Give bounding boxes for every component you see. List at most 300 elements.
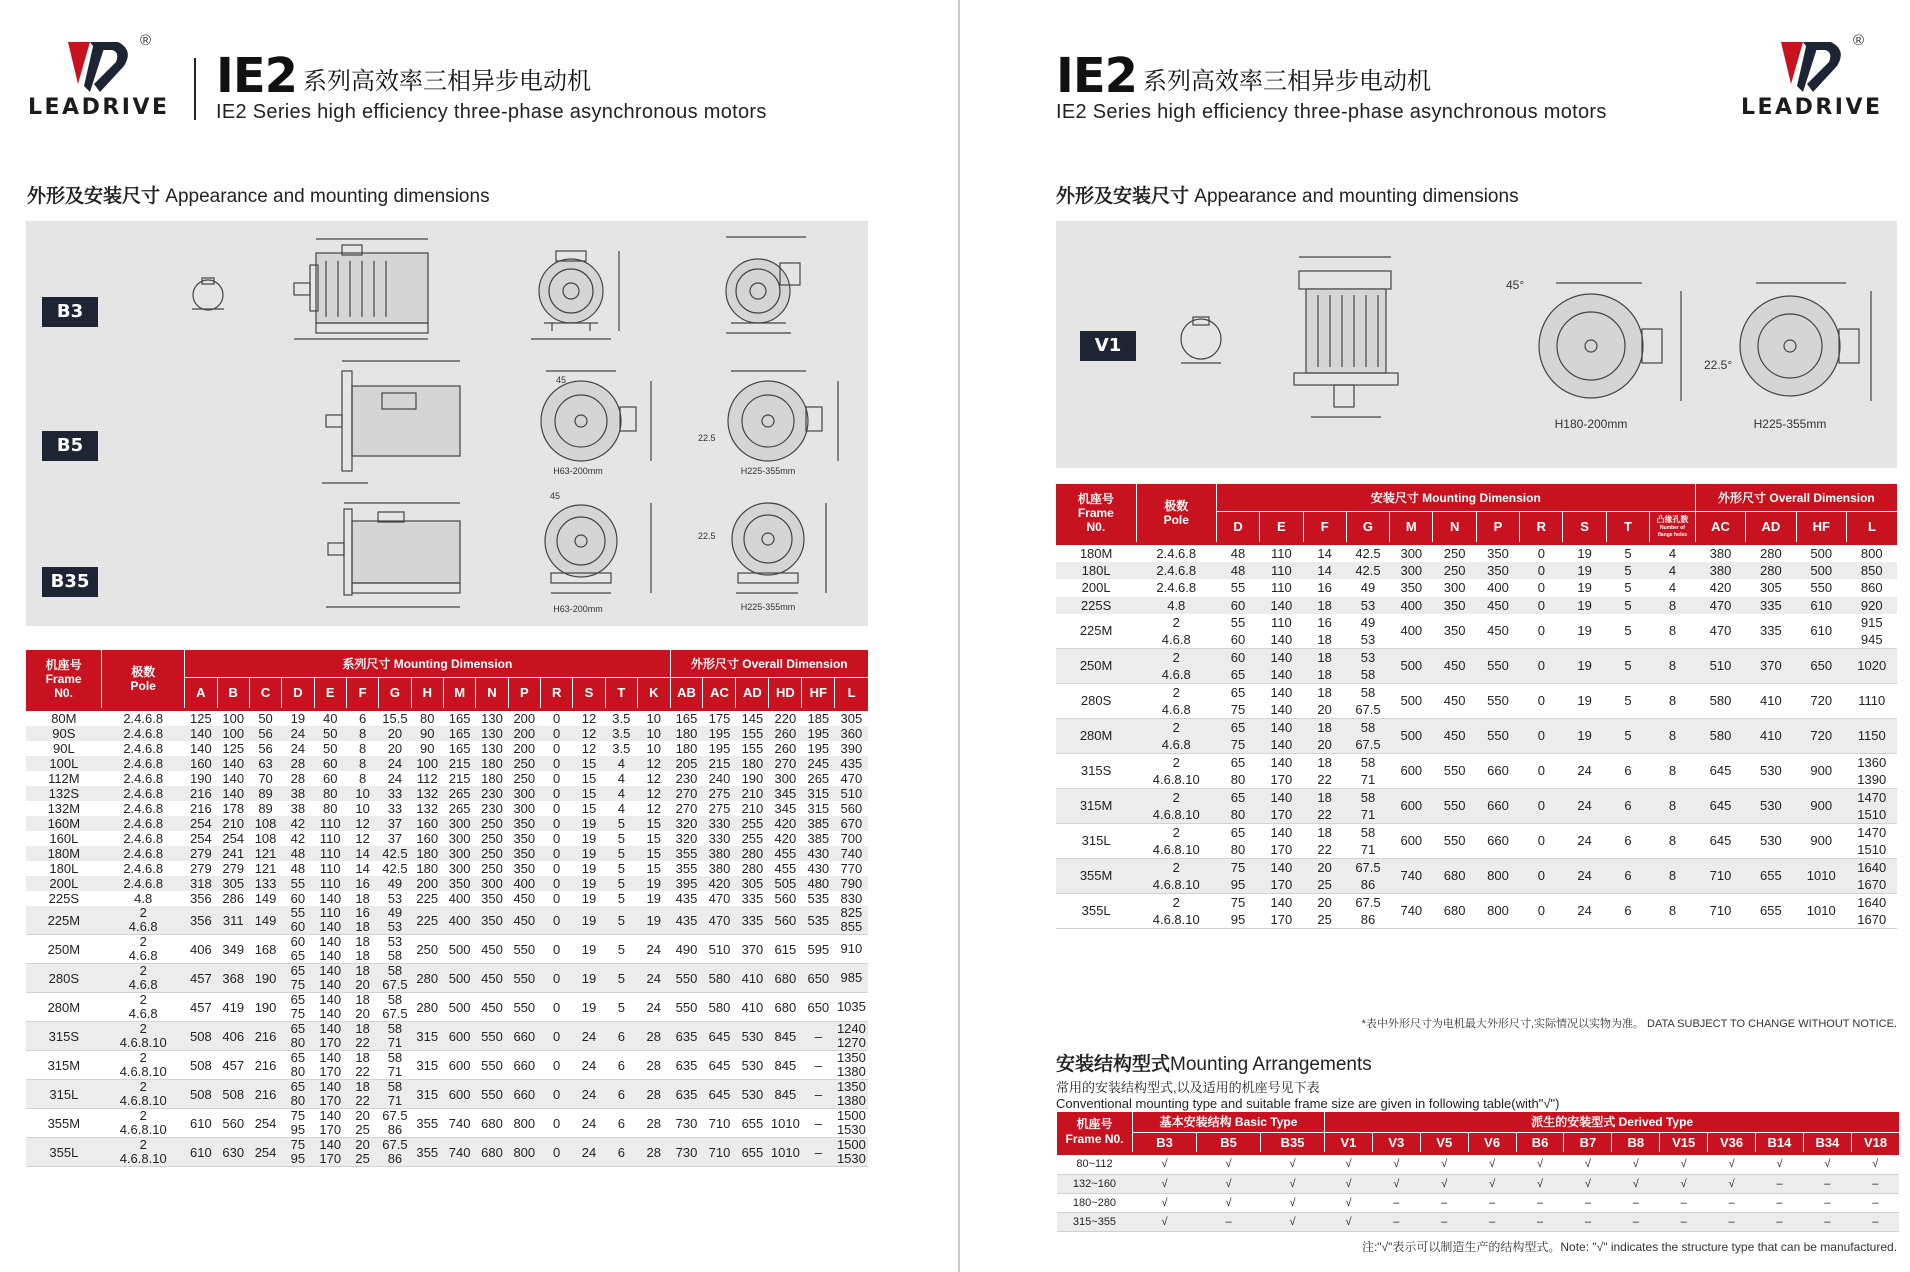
cell-line: 4.8 bbox=[1167, 597, 1186, 613]
cell-line: 55 bbox=[1230, 580, 1246, 596]
cell-frame: 180M bbox=[26, 846, 102, 861]
cell-line: 22 bbox=[1317, 771, 1332, 787]
cell-N: 300 bbox=[476, 876, 508, 891]
mount-cell-mark: √ bbox=[1197, 1174, 1261, 1193]
cell-D bbox=[1216, 858, 1259, 893]
cell-AB: 270 bbox=[670, 786, 703, 801]
overall-dimension-header: 外形尺寸 Overall Dimension bbox=[1695, 484, 1897, 511]
cell-line: 18 bbox=[1317, 666, 1332, 682]
cell-T: 6 bbox=[605, 1022, 637, 1051]
cell-line: 12 bbox=[355, 816, 370, 831]
cell-P: 800 bbox=[1476, 858, 1519, 893]
cell-S: 19 bbox=[581, 861, 597, 876]
cell-D bbox=[282, 906, 314, 935]
cell-N: 550 bbox=[476, 1080, 508, 1109]
cell-S: 19 bbox=[1563, 648, 1606, 683]
mount-cell-mark: √ bbox=[1133, 1155, 1197, 1174]
cell-line: 80 bbox=[323, 801, 338, 816]
cell-flange-holes: 8 bbox=[1650, 893, 1696, 928]
table-row bbox=[26, 741, 868, 756]
cell-line: 18 bbox=[1317, 631, 1332, 647]
cell-line: 80 bbox=[323, 786, 338, 801]
v1-side-view-drawing bbox=[1294, 257, 1398, 417]
mount-cell-mark: √ bbox=[1803, 1155, 1851, 1174]
cell-C: 254 bbox=[249, 1138, 281, 1167]
cell-AC: 510 bbox=[703, 935, 736, 964]
cell-line: 25 bbox=[1317, 876, 1332, 892]
cell-G bbox=[379, 891, 411, 906]
cell-G bbox=[379, 711, 411, 726]
cell-line: 14 bbox=[1317, 546, 1332, 562]
cell-K: 24 bbox=[638, 964, 671, 993]
cell-frame: 280S bbox=[26, 964, 102, 993]
cell-pole bbox=[102, 771, 185, 786]
cell-flange-holes: 8 bbox=[1650, 718, 1696, 753]
cell-line: 38 bbox=[290, 801, 306, 816]
cell-line: 16 bbox=[355, 876, 370, 891]
cell-M: 500 bbox=[443, 935, 475, 964]
frame-header-line: N0. bbox=[1086, 520, 1106, 534]
cell-R: 0 bbox=[540, 1138, 572, 1167]
cell-M: 500 bbox=[1390, 718, 1433, 753]
cell-frame: 90S bbox=[26, 726, 102, 741]
pole-header-line: Pole bbox=[130, 679, 156, 693]
cell-frame: 180M bbox=[1079, 546, 1113, 562]
cell-line: 18 bbox=[1317, 684, 1332, 700]
cell-pole bbox=[102, 993, 185, 1022]
table-row bbox=[26, 846, 868, 861]
cell-M: 165 bbox=[443, 726, 475, 741]
cell-L bbox=[835, 876, 868, 891]
cell-E bbox=[314, 801, 346, 816]
cell-T: 5 bbox=[1606, 597, 1649, 614]
cell-F bbox=[1303, 858, 1346, 893]
cell-D bbox=[1216, 753, 1259, 788]
page-title bbox=[216, 48, 767, 124]
cell-HF: 900 bbox=[1796, 823, 1846, 858]
cell-F bbox=[1303, 788, 1346, 823]
pole-header bbox=[1136, 484, 1216, 542]
cell-H: 355 bbox=[411, 1138, 443, 1167]
cell-line: 60 bbox=[323, 771, 338, 786]
cell-E bbox=[1260, 823, 1303, 858]
cell-E bbox=[314, 816, 346, 831]
cell-frame: 200L bbox=[1081, 580, 1111, 596]
cell-line: 4.8 bbox=[134, 891, 153, 906]
cell-H: 132 bbox=[416, 801, 439, 816]
cell-line: 58 bbox=[387, 1021, 403, 1037]
mount-col-B8: B8 bbox=[1612, 1132, 1660, 1152]
cell-K: 10 bbox=[646, 741, 661, 756]
cell-S: 24 bbox=[573, 1051, 605, 1080]
cell-K: 24 bbox=[638, 935, 671, 964]
cell-H: 355 bbox=[411, 1109, 443, 1138]
mount-cell-mark: √ bbox=[1564, 1174, 1612, 1193]
cell-C: 216 bbox=[249, 1080, 281, 1109]
registered-mark: ® bbox=[140, 32, 152, 49]
cell-line: 58 bbox=[387, 963, 403, 979]
cell-line: 50 bbox=[323, 726, 338, 741]
cell-S: 15 bbox=[573, 756, 605, 771]
cell-pole bbox=[1136, 597, 1216, 614]
mount-cell-mark: √ bbox=[1325, 1193, 1373, 1212]
cell-R: 0 bbox=[1520, 753, 1563, 788]
cell-AC: 580 bbox=[703, 964, 736, 993]
cell-flange-holes: 4 bbox=[1668, 546, 1677, 562]
cell-pole bbox=[102, 876, 185, 891]
title-cn-right: 系列高效率三相异步电动机 bbox=[1143, 68, 1432, 95]
cell-H: 160 bbox=[411, 816, 443, 831]
cell-AD: 335 bbox=[736, 906, 769, 935]
cell-HF: 650 bbox=[802, 993, 835, 1022]
cell-R: 0 bbox=[540, 786, 572, 801]
cell-N: 680 bbox=[1433, 893, 1476, 928]
cell-line: 4.6.8.10 bbox=[119, 1151, 167, 1167]
cell-G bbox=[379, 831, 411, 846]
cell-line: 855 bbox=[840, 919, 863, 935]
cell-M: 600 bbox=[443, 1080, 475, 1109]
cell-L bbox=[1846, 788, 1897, 823]
cell-G bbox=[379, 876, 411, 891]
cell-line: 4.6.8 bbox=[128, 919, 158, 935]
table-row bbox=[26, 891, 868, 906]
cell-pole bbox=[102, 711, 185, 726]
cell-line: 110 bbox=[1270, 614, 1292, 630]
table-row bbox=[1056, 597, 1897, 614]
cell-line: 65 bbox=[1230, 754, 1246, 770]
cell-AC: 420 bbox=[703, 876, 736, 891]
section-title-right bbox=[1056, 181, 1519, 208]
cell-C: 121 bbox=[254, 861, 277, 876]
cell-D bbox=[282, 726, 314, 741]
cell-AB: 230 bbox=[675, 771, 698, 786]
cell-AD: 255 bbox=[736, 816, 769, 831]
cell-E bbox=[1260, 683, 1303, 718]
cell-line: 53 bbox=[1360, 631, 1376, 647]
cell-T: 5 bbox=[1606, 648, 1649, 683]
col-header-T: T bbox=[1606, 511, 1649, 542]
cell-E bbox=[1260, 858, 1303, 893]
cell-line: 42.5 bbox=[382, 861, 408, 876]
cell-line: 58 bbox=[1360, 754, 1376, 770]
cell-HF: 500 bbox=[1796, 562, 1846, 579]
cell-HF: 315 bbox=[802, 786, 835, 801]
mount-cell-mark: √ bbox=[1756, 1155, 1804, 1174]
cell-S: 24 bbox=[573, 1138, 605, 1167]
cell-HD: 260 bbox=[774, 741, 797, 756]
cell-HD: 615 bbox=[769, 935, 802, 964]
cell-line: 110 bbox=[319, 861, 341, 876]
cell-HF: 195 bbox=[807, 741, 830, 756]
cell-B: 286 bbox=[222, 891, 245, 906]
cell-E bbox=[314, 935, 346, 964]
mounting-label-b5: B5 bbox=[42, 431, 98, 461]
cell-K: 12 bbox=[646, 771, 661, 786]
cell-A: 254 bbox=[190, 831, 212, 846]
cell-R: 0 bbox=[1520, 614, 1563, 649]
cell-A: 254 bbox=[185, 816, 217, 831]
cell-P: 550 bbox=[508, 935, 540, 964]
cell-line: 24 bbox=[387, 756, 403, 771]
table-row bbox=[26, 1138, 868, 1167]
leadrive-logo-mark-icon bbox=[60, 36, 136, 96]
cell-M: 740 bbox=[443, 1109, 475, 1138]
cell-N: 450 bbox=[476, 964, 508, 993]
cell-N: 450 bbox=[1433, 683, 1476, 718]
cell-AC: 645 bbox=[703, 1022, 736, 1051]
cell-line: 49 bbox=[1360, 580, 1376, 596]
cell-C: 190 bbox=[249, 964, 281, 993]
cell-M: 300 bbox=[1400, 546, 1423, 562]
cell-line: 360 bbox=[840, 726, 863, 741]
cell-E bbox=[314, 861, 346, 876]
cell-line: 2 bbox=[1172, 754, 1180, 770]
cell-line: 2.4.6.8 bbox=[1156, 580, 1197, 596]
cell-R: 0 bbox=[1520, 597, 1563, 614]
cell-A: 160 bbox=[185, 756, 217, 771]
cell-line: 140 bbox=[1270, 597, 1293, 613]
cell-G bbox=[379, 1051, 411, 1080]
cell-line: 140 bbox=[319, 1137, 342, 1153]
cell-pole bbox=[1136, 579, 1216, 596]
b5-side-view-drawing bbox=[322, 361, 460, 483]
drawings-panel bbox=[26, 221, 868, 626]
cell-AC: 275 bbox=[708, 801, 731, 816]
cell-L bbox=[1846, 718, 1897, 753]
cell-line: 18 bbox=[1317, 789, 1332, 805]
cell-N: 250 bbox=[1433, 562, 1476, 579]
holes-header-line: 凸缘孔数 bbox=[1656, 514, 1689, 524]
table-row bbox=[1056, 753, 1897, 788]
cell-G bbox=[1346, 614, 1389, 649]
cell-line: 40 bbox=[323, 711, 338, 726]
derived-type-header: 派生的安装型式 Derived Type bbox=[1325, 1112, 1900, 1132]
cell-line: 170 bbox=[1270, 911, 1293, 927]
cell-E bbox=[1260, 597, 1303, 614]
cell-line: 1530 bbox=[836, 1151, 866, 1167]
cell-C: 56 bbox=[258, 741, 273, 756]
cell-line: 140 bbox=[319, 963, 342, 979]
cell-AB: 635 bbox=[670, 1080, 703, 1109]
table-row bbox=[1056, 788, 1897, 823]
cell-frame: 225M bbox=[26, 906, 102, 935]
frame-header-line: 机座号 bbox=[45, 658, 82, 672]
cell-line: 20 bbox=[355, 1006, 370, 1022]
cell-line: 2 bbox=[139, 1108, 147, 1124]
cell-HD: 680 bbox=[769, 993, 802, 1022]
cell-C: 133 bbox=[249, 876, 281, 891]
table-row bbox=[1056, 562, 1897, 579]
cell-M: 215 bbox=[443, 756, 475, 771]
cell-B: 125 bbox=[222, 741, 245, 756]
cell-M: 400 bbox=[448, 891, 471, 906]
cell-HF: 430 bbox=[807, 861, 830, 876]
cell-line: 65 bbox=[290, 1079, 306, 1095]
cell-D bbox=[1216, 823, 1259, 858]
cell-AB: 550 bbox=[670, 964, 703, 993]
cell-line: 71 bbox=[1360, 806, 1376, 822]
cell-line: 1270 bbox=[836, 1035, 866, 1051]
cell-F bbox=[346, 1022, 378, 1051]
cell-line: 22 bbox=[355, 1035, 370, 1051]
cell-line: 2 bbox=[1172, 614, 1180, 630]
cell-B: 368 bbox=[217, 964, 249, 993]
cell-pole bbox=[102, 1138, 185, 1167]
cell-HF: – bbox=[802, 1138, 835, 1167]
cell-D bbox=[282, 816, 314, 831]
left-dimension-table bbox=[26, 650, 868, 1167]
cell-line: 2 bbox=[139, 934, 147, 950]
col-header-G: G bbox=[379, 677, 411, 708]
table-row bbox=[1056, 614, 1897, 649]
cell-M: 600 bbox=[1390, 788, 1433, 823]
col-header-M: M bbox=[443, 677, 475, 708]
cell-line: 48 bbox=[290, 861, 306, 876]
holes-header-line: Number of bbox=[1659, 524, 1685, 531]
cell-H: 250 bbox=[411, 935, 443, 964]
cell-P: 450 bbox=[1476, 597, 1519, 614]
cell-L bbox=[1846, 648, 1897, 683]
cell-G bbox=[1346, 579, 1389, 596]
cell-B: 349 bbox=[217, 935, 249, 964]
cell-AD: 210 bbox=[736, 786, 769, 801]
cell-E bbox=[314, 891, 346, 906]
col-header-R: R bbox=[540, 677, 572, 708]
cell-HF: 900 bbox=[1796, 788, 1846, 823]
cell-S: 19 bbox=[1563, 562, 1606, 579]
b5-flange-drawing-h225 bbox=[728, 371, 838, 461]
mount-col-V3: V3 bbox=[1372, 1132, 1420, 1152]
col-header-F: F bbox=[1303, 511, 1346, 542]
pole-header bbox=[102, 650, 185, 708]
cell-T: 5 bbox=[1606, 562, 1649, 579]
cell-B: 457 bbox=[217, 1051, 249, 1080]
cell-HF: 1010 bbox=[1796, 893, 1846, 928]
cell-F bbox=[346, 1051, 378, 1080]
cell-F bbox=[1303, 718, 1346, 753]
cell-line: 75 bbox=[1230, 894, 1246, 910]
cell-H: 315 bbox=[411, 1051, 443, 1080]
mount-cell-mark: √ bbox=[1261, 1212, 1325, 1231]
cell-line: 38 bbox=[290, 786, 306, 801]
cell-L bbox=[835, 756, 868, 771]
overall-dimension-header: 外形尺寸 Overall Dimension bbox=[670, 650, 868, 677]
cell-line: 860 bbox=[1860, 580, 1883, 596]
pole-header-line: 极数 bbox=[1164, 499, 1189, 513]
cell-frame: 355L bbox=[1056, 893, 1136, 928]
cell-D bbox=[282, 1080, 314, 1109]
mount-cell-mark: √ bbox=[1564, 1155, 1612, 1174]
cell-HD: 455 bbox=[774, 861, 797, 876]
cell-line: 2.4.6.8 bbox=[123, 816, 164, 831]
cell-line: 49 bbox=[1360, 614, 1376, 630]
cell-N: 450 bbox=[1433, 648, 1476, 683]
cell-line: 2 bbox=[139, 992, 147, 1008]
cell-L bbox=[835, 786, 868, 801]
mount-cell-mark: √ bbox=[1325, 1212, 1373, 1231]
cell-line: 8 bbox=[358, 726, 367, 741]
cell-line: 55 bbox=[1230, 614, 1246, 630]
cell-HF: 195 bbox=[802, 726, 835, 741]
mounting-arrangements-table bbox=[1056, 1112, 1899, 1232]
cell-E bbox=[314, 1080, 346, 1109]
cell-D bbox=[1216, 614, 1259, 649]
cell-line: 2.4.6.8 bbox=[1156, 563, 1197, 579]
cell-line: 670 bbox=[840, 816, 863, 831]
cell-R: 0 bbox=[553, 831, 561, 846]
cell-AB: 180 bbox=[670, 726, 703, 741]
cell-A: 457 bbox=[185, 964, 217, 993]
cell-G bbox=[1346, 562, 1389, 579]
cell-P: 400 bbox=[1487, 580, 1509, 596]
cell-line: 67.5 bbox=[1355, 736, 1381, 752]
cell-HD: 560 bbox=[774, 891, 797, 906]
header-group-row bbox=[1056, 484, 1897, 511]
cell-A: 508 bbox=[185, 1051, 217, 1080]
cell-line: 110 bbox=[319, 876, 341, 891]
mount-frame-header-line: 机座号 bbox=[1076, 1117, 1113, 1131]
cell-line: 1150 bbox=[1857, 728, 1886, 744]
cell-line: 95 bbox=[290, 1151, 306, 1167]
col-header-E: E bbox=[314, 677, 346, 708]
cell-line: 920 bbox=[1860, 597, 1883, 613]
cell-R: 0 bbox=[1520, 823, 1563, 858]
series-name: IE2 bbox=[216, 48, 298, 104]
cell-AC: 710 bbox=[703, 1138, 736, 1167]
pole-header-line: Pole bbox=[1163, 513, 1189, 527]
cell-line: 16 bbox=[1317, 580, 1332, 596]
cell-K: 15 bbox=[638, 846, 671, 861]
cell-line: 18 bbox=[355, 1050, 370, 1066]
cell-AD: 280 bbox=[736, 846, 769, 861]
cell-L bbox=[835, 1022, 868, 1051]
cell-frame: 355L bbox=[26, 1138, 102, 1167]
cell-H: 315 bbox=[411, 1080, 443, 1109]
cell-N: 550 bbox=[1433, 788, 1476, 823]
cell-D bbox=[282, 1138, 314, 1167]
cell-T: 5 bbox=[605, 876, 637, 891]
cell-S: 19 bbox=[1577, 546, 1592, 562]
cell-line: 14 bbox=[355, 861, 370, 876]
cell-line: 1670 bbox=[1857, 911, 1887, 927]
motor-drawings bbox=[26, 221, 868, 626]
angle-label-22-5-v1: 22.5° bbox=[1704, 358, 1733, 372]
cell-line: 2 bbox=[139, 906, 147, 921]
mount-cell-mark: – bbox=[1851, 1212, 1899, 1231]
cell-L bbox=[835, 1051, 868, 1080]
cell-AB: 730 bbox=[670, 1109, 703, 1138]
cell-frame: 80M bbox=[51, 711, 77, 726]
cell-AB: 635 bbox=[670, 1051, 703, 1080]
cell-line: 390 bbox=[840, 741, 863, 756]
cell-AD: 410 bbox=[736, 993, 769, 1022]
cell-line: 2.4.6.8 bbox=[123, 831, 164, 846]
cell-A: 190 bbox=[190, 771, 212, 786]
cell-HD: 1010 bbox=[769, 1109, 802, 1138]
cell-line: 15.5 bbox=[382, 711, 408, 726]
cell-line: 2 bbox=[1172, 649, 1180, 665]
cell-pole bbox=[1136, 823, 1216, 858]
cell-E bbox=[1260, 648, 1303, 683]
cell-line: 60 bbox=[290, 934, 306, 950]
cell-T: 5 bbox=[605, 846, 637, 861]
mounting-title-cn: 安装结构型式 bbox=[1056, 1054, 1171, 1075]
cell-line: 53 bbox=[387, 891, 403, 906]
cell-H: 180 bbox=[416, 861, 439, 876]
cell-R: 0 bbox=[1537, 580, 1545, 596]
mount-cell-mark: √ bbox=[1197, 1155, 1261, 1174]
cell-T: 5 bbox=[605, 906, 637, 935]
